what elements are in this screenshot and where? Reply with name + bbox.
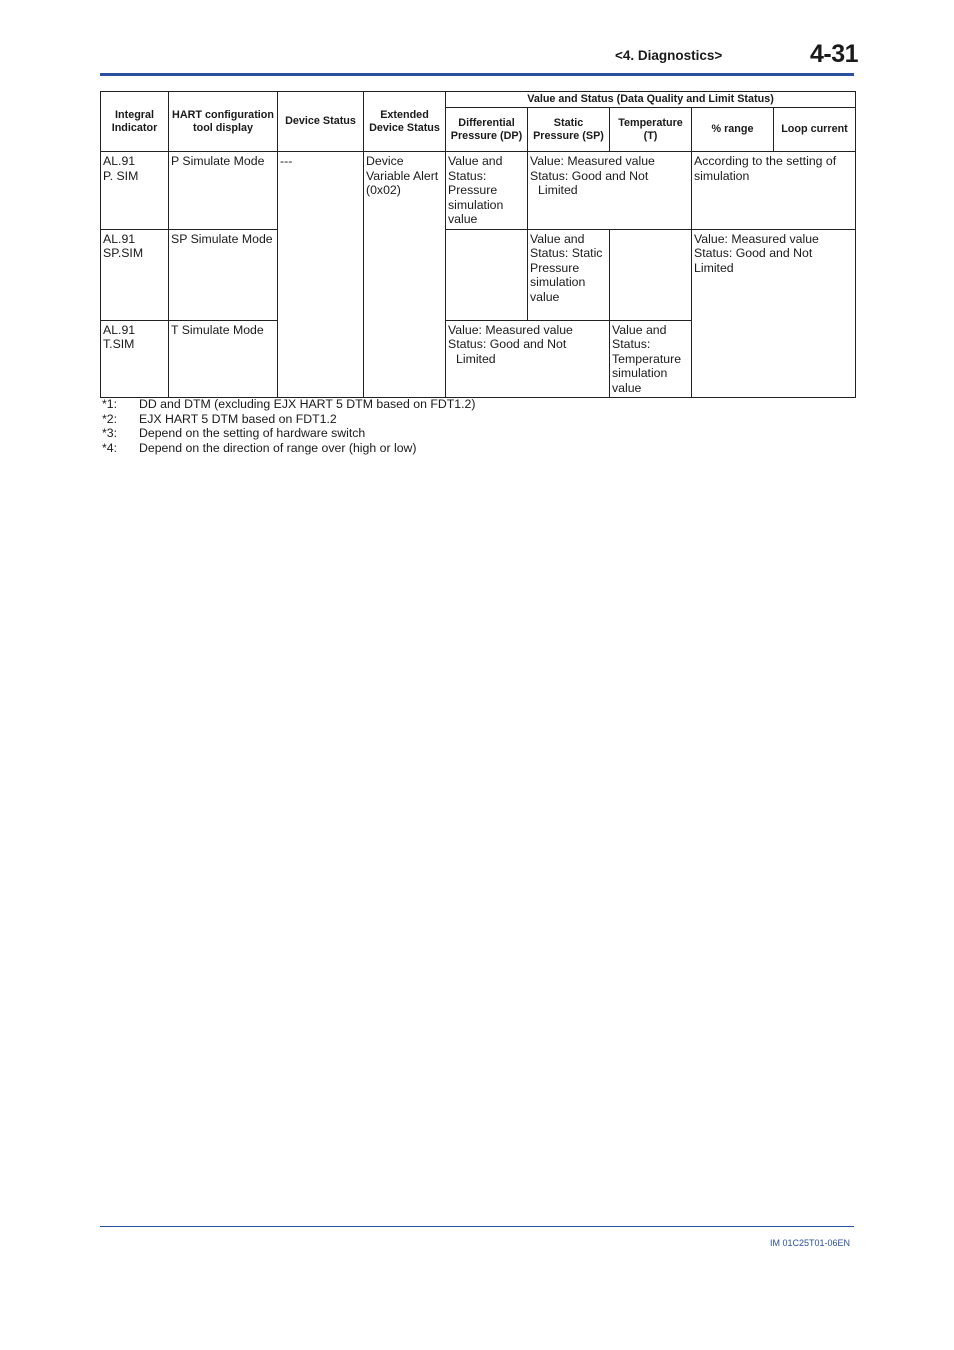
header-loop-current: Loop current <box>774 108 856 152</box>
header-rule <box>100 73 854 76</box>
indicator-cell: AL.91 T.SIM <box>101 320 169 398</box>
header-extended-status: Extended Device Status <box>364 92 446 152</box>
indicator-cell: AL.91 SP.SIM <box>101 229 169 320</box>
extended-status-cell: Device Variable Alert (0x02) <box>364 152 446 398</box>
temperature-cell: Value and Status: Temperature simulation value <box>610 320 692 398</box>
header-temperature: Temperature (T) <box>610 108 692 152</box>
diagnostics-table <box>100 91 856 398</box>
dp-sp-cell: Value: Measured value Status: Good and Not Limited <box>446 320 610 398</box>
hart-display-cell: SP Simulate Mode <box>169 229 278 320</box>
sp-temperature-cell: Value: Measured value Status: Good and Not Limited <box>528 152 692 230</box>
header-hart-display: HART configuration tool display <box>169 92 278 152</box>
dp-empty-cell <box>446 229 528 320</box>
header-percent-range: % range <box>692 108 774 152</box>
hart-display-cell: T Simulate Mode <box>169 320 278 398</box>
footer-rule <box>100 1226 854 1227</box>
temperature-empty-cell <box>610 229 692 320</box>
page-number: 4-31 <box>810 40 859 68</box>
header-sp: Static Pressure (SP) <box>528 108 610 152</box>
table-row <box>101 229 856 320</box>
hart-display-cell: P Simulate Mode <box>169 152 278 230</box>
section-title: <4. Diagnostics> <box>615 48 723 63</box>
footnotes <box>102 397 475 455</box>
footnote: *3: Depend on the setting of hardware switch <box>102 426 366 440</box>
header-integral-indicator: Integral Indicator <box>101 92 169 152</box>
footnote: *4: Depend on the direction of range over (high or low) <box>102 440 417 455</box>
footnote: *1: DD and DTM (excluding EJX HART 5 DTM based on FDT1.2) <box>102 397 476 411</box>
indicator-cell: AL.91 P. SIM <box>101 152 169 230</box>
range-loop-cell: According to the setting of simulation <box>692 152 856 230</box>
header-value-status-group: Value and Status (Data Quality and Limit Status) <box>446 92 856 108</box>
header-device-status: Device Status <box>278 92 364 152</box>
dp-cell: Value and Status: Pressure simulation value <box>446 152 528 230</box>
footnote: *2: EJX HART 5 DTM based on FDT1.2 <box>102 411 337 426</box>
header-dp: Differential Pressure (DP) <box>446 108 528 152</box>
device-status-cell: --- <box>278 152 364 398</box>
document-code: IM 01C25T01-06EN <box>770 1238 851 1248</box>
sp-cell: Value and Status: Static Pressure simulation value <box>528 229 610 320</box>
range-loop-cell: Value: Measured value Status: Good and Not Limited <box>692 229 856 398</box>
table-row <box>101 152 856 230</box>
